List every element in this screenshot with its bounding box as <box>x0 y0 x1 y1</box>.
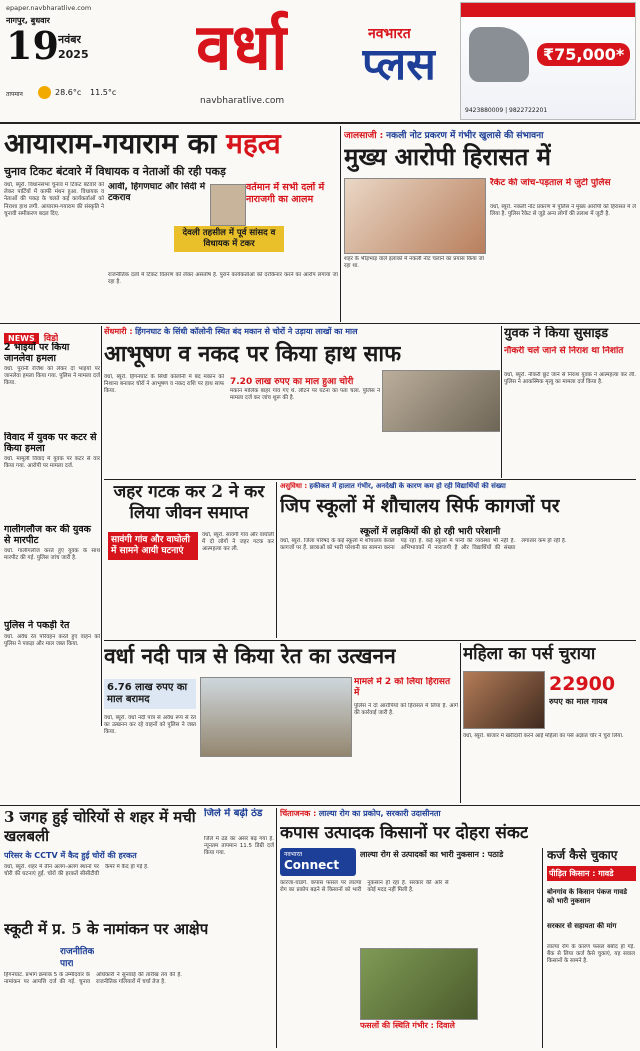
date-number: 19 <box>6 26 59 66</box>
box-right: वर्तमान में सभी दलों में नाराजगी का आलम <box>246 182 325 205</box>
sand-photo <box>200 677 352 757</box>
news-item-3-body: वर्धा. गालीगलौज करते हुए युवक के साथ मारपीट की गई. पुलिस जांच जारी है. <box>4 548 100 562</box>
news-item-2-body: वर्धा. मामूली विवाद में युवक पर कटर से वार किया गया. आरोपी पर मामला दर्ज. <box>4 456 100 470</box>
scooty-story[interactable] <box>4 920 274 1048</box>
right-body: वर्धा, ब्यूरो. नकली नोट प्रकरण में पुलिस ने मुख्य आरोपी को हिरासत में ले लिया है. पुलिस रैकेट से जुड़े अन्य लोगों की तलाश में जुटी है. <box>490 204 636 218</box>
farmers-divider <box>276 808 277 1048</box>
masthead-divider <box>0 122 640 124</box>
purse-amount: 22900 <box>549 673 616 695</box>
right-headline: मुख्य आरोपी हिरासत में <box>344 142 552 171</box>
farmers-photo <box>360 948 478 1020</box>
lead-story[interactable] <box>4 126 338 322</box>
thefts-body: वर्धा, ब्यूरो. शहर में तीन अलग-अलग स्थानों पर चोरी की घटनाएं हुईं. चोरों की हरकतें सीसीटीवी कैमरे में कैद हो गई हैं. <box>4 864 149 878</box>
news-tag-2: विडो <box>43 334 59 344</box>
news-column <box>4 326 100 726</box>
burglary-body: वर्धा, ब्यूरो. हिंगनघाट के सिंधी कॉलोनी में बंद मकान को निशाना बनाकर चोरों ने आभूषण व नकद राशि पर हाथ साफ किया. <box>104 374 224 395</box>
burglary-kicker-text: हिंगनघाट के सिंधी कॉलोनी स्थित बंद मकान से चोरों ने उड़ाया लाखों का माल <box>135 327 358 336</box>
scooty-tag-1: राजनीतिक <box>60 947 95 957</box>
sand-headline: वर्धा नदी पात्र से किया रेत का उत्खनन <box>104 643 396 668</box>
advertisement[interactable] <box>460 2 636 120</box>
schools-sub: स्कूलों में लड़कियों की हो रही भारी परेशानी <box>360 527 501 537</box>
sand-body-2: पुलिस ने दो आरोपियों को हिरासत में लिया है. आगे की कार्रवाई जारी है. <box>354 703 458 717</box>
ad-banner <box>461 3 636 17</box>
box-center: देवली तहसील में पूर्व सांसद व विधायक में टकर <box>174 226 284 252</box>
news-item-4[interactable]: पुलिस ने पकड़ी रेत <box>4 620 70 631</box>
right-photo <box>344 178 486 254</box>
scooty-tag-2: पारा <box>60 959 74 969</box>
lead-headline <box>4 126 338 162</box>
cold-body: जिले में ठंड का असर बढ़ गया है. न्यूनतम तापमान 11.5 डिग्री दर्ज किया गया. <box>204 836 274 857</box>
city-day: नागपुर, बुधवार <box>6 16 50 25</box>
temp-min: 11.5°c <box>90 88 117 97</box>
farmers-kicker-text: लाल्या रोग का प्रकोप, सरकारी उदासीनता <box>318 809 441 818</box>
loan-bullet-2: सरकार से सहायता की मांग <box>547 922 617 930</box>
loan-sub: पीड़ित किसान : गावडे <box>547 866 636 881</box>
farmers-story[interactable] <box>280 808 636 1048</box>
poison-body: वर्धा, ब्यूरो. सावंगी गांव और वाघोली में दो लोगों ने जहर गटक कर आत्महत्या कर ली. <box>202 532 274 553</box>
year: 2025 <box>58 48 89 61</box>
thefts-story[interactable] <box>4 808 274 920</box>
sand-box: 6.76 लाख रुपए का माल बरामद <box>104 679 196 709</box>
loan-bullet-1: बोनगांव के किसान पंकज गावडे को भारी नुकसान <box>547 888 628 905</box>
suicide-sub: नौकरी चले जाने से निराश था निशांत <box>504 346 624 356</box>
lead-photo <box>210 184 246 226</box>
brand-sub: प्लस <box>362 40 436 90</box>
month: नवंबर <box>58 33 82 46</box>
schools-headline: जिप स्कूलों में शौचालय सिर्फ कागजों पर <box>280 495 560 517</box>
lead-headline-black: आयाराम-गयाराम का <box>4 127 217 160</box>
right-body-2: शहर के भीड़भाड़ वाले इलाकों में नकली नोट चलाने का प्रयास किया जा रहा था. <box>344 256 484 270</box>
connect-logo-top: नवभारत <box>284 851 303 858</box>
cold-box: जिले में बढ़ी ठंड <box>204 808 263 819</box>
scooter-icon <box>469 27 529 82</box>
farmers-headline: कपास उत्पादक किसानों पर दोहरा संकट <box>280 823 529 843</box>
lower-divider <box>0 805 640 806</box>
ad-phone: 9423880009 | 9822722201 <box>465 107 548 114</box>
farmers-kicker-label: चिंताजनक : <box>280 809 317 818</box>
purse-photo <box>463 671 545 729</box>
news-item-1-body: वर्धा. पुरानी रंजिश को लेकर दो भाइयों पर जानलेवा हमला किया गया. पुलिस ने मामला दर्ज किया. <box>4 366 100 387</box>
burglary-photo <box>382 370 500 432</box>
loan-box[interactable] <box>542 848 636 1048</box>
poison-divider <box>276 482 277 638</box>
burglary-kicker <box>104 326 500 337</box>
farmers-kicker <box>280 808 636 819</box>
right-sub: रैकेट की जांच-पड़ताल में जुटी पुलिस <box>490 178 611 188</box>
ad-price: ₹75,000* <box>537 43 630 66</box>
scooty-headline: स्कूटी में प्र. 5 के नामांकन पर आक्षेप <box>4 920 209 938</box>
suicide-story[interactable] <box>504 326 636 478</box>
right-kicker <box>344 128 636 141</box>
right-lead[interactable] <box>344 126 636 322</box>
temp-max: 28.6°c <box>55 88 82 97</box>
masthead <box>0 0 640 122</box>
suicide-body: वर्धा, ब्यूरो. नौकरी छूट जाने से निराश युवक ने आत्महत्या कर ली. पुलिस ने आकस्मिक मृत्यु का मामला दर्ज किया है. <box>504 372 636 386</box>
burglary-body-2: मकान मालिक बाहर गांव गए थे. लौटने पर घटना का पता चला. पुलिस ने मामला दर्ज कर जांच शुरू की है. <box>230 388 380 402</box>
farmers-sub: लाल्या रोग से उत्पादकों का भारी नुकसान : पठाडे <box>360 850 504 859</box>
poison-headline: जहर गटक कर 2 ने कर लिया जीवन समाप्त <box>113 482 265 523</box>
purse-headline: महिला का पर्स चुराया <box>463 644 596 664</box>
thefts-headline: 3 जगह हुई चोरियों से शहर में मची खलबली <box>4 808 196 845</box>
sand-body: वर्धा, ब्यूरो. वर्धा नदी पात्र से अवैध रूप से रेत का उत्खनन कर रहे वाहनों को पुलिस ने जब्त किया. <box>104 715 196 736</box>
brand-sub-top: नवभारत <box>368 26 411 42</box>
burglary-kicker-label: सेंधमारी : <box>104 327 133 336</box>
purse-amount-label: रुपए का माल गायब <box>549 697 608 706</box>
mid-divider-2 <box>104 640 636 641</box>
purse-body: वर्धा, ब्यूरो. बाजार में खरीदारी करने आई महिला का पर्स अज्ञात चोर ने चुरा लिया. <box>463 733 624 739</box>
lead-bottom-divider <box>0 323 640 324</box>
poison-box: सावंगी गांव और वाघोली में सामने आयी घटनाएं <box>108 532 198 560</box>
sun-icon <box>38 86 51 99</box>
farmers-body: कारंजा-घाडगे. कपास फसल पर लाल्या रोग का प्रकोप बढ़ने से किसानों को भारी नुकसान हो रहा है. सरकार की ओर से कोई मदद नहीं मिली है. <box>280 880 449 894</box>
connect-logo <box>280 848 356 876</box>
connect-logo-text: Connect <box>284 858 340 872</box>
loan-headline: कर्ज कैसे चुकाए <box>547 848 618 862</box>
news-item-3[interactable]: गालीगलौज कर की युवक से मारपीट <box>4 524 91 546</box>
news-tag: NEWS <box>4 333 39 344</box>
poison-story[interactable] <box>104 482 274 638</box>
schools-story[interactable] <box>280 482 636 638</box>
thefts-sub: परिसर के CCTV में कैद हुई चोरों की हरकत <box>4 851 137 860</box>
scooty-body: हिंगनघाट. प्रभाग क्रमांक 5 के उम्मीदवार के नामांकन पर आपत्ति दर्ज की गई. चुनाव अधिकारी ने सुनवाई की तारीख तय की है. राजनीतिक गलियारों में चर्चा तेज है. <box>4 972 182 986</box>
news-item-2[interactable]: विवाद में युवक पर कटर से किया हमला <box>4 432 97 454</box>
lead-subhead: चुनाव टिकट बंटवारे में विधायक व नेताओं की रही पकड़ <box>4 165 226 178</box>
burglary-headline: आभूषण व नकद पर किया हाथ साफ <box>104 341 402 367</box>
box-left: आर्वी, हिंगणघाट और सिंदी में टकराव <box>108 182 206 203</box>
sand-story[interactable] <box>104 643 458 803</box>
right-kicker-label: जालसाजी : <box>344 131 384 141</box>
purse-story[interactable] <box>463 643 636 803</box>
burglary-divider <box>501 326 502 478</box>
lead-headline-red: महत्व <box>226 127 281 160</box>
burglary-story[interactable] <box>104 326 500 478</box>
col-divider-top <box>340 126 341 322</box>
brand-main: वर्धा <box>196 10 288 85</box>
farmers-box: फसलों की स्थिति गंभीर : दिवाले <box>360 1021 455 1030</box>
news-item-4-body: वर्धा. अवैध रेत परिवहन करते हुए वाहन को पुलिस ने पकड़ा और माल जब्त किया. <box>4 634 100 648</box>
burglary-box: 7.20 लाख रुपए का माल हुआ चोरी <box>230 377 354 387</box>
epaper-url[interactable]: epaper.navbharatlive.com <box>6 4 92 12</box>
mid-divider-1 <box>104 479 636 480</box>
schools-kicker <box>280 482 636 491</box>
schools-kicker-text: हकीकत में हालात गंभीर, अनदेखी के कारण कम हो रही विद्यार्थियों की संख्या <box>309 482 506 490</box>
loan-body: लाल्या रोग के कारण फसल बर्बाद हो गई. बैंक से लिया कर्ज कैसे चुकाएं, यह सवाल किसानों के सामने है. <box>547 944 635 965</box>
lead-body-col2: राजनीतिक दलों में टिकट वितरण को लेकर असंतोष है. पुराने कार्यकर्ताओं को दरकिनार करने का आरोप लगाया जा रहा है. <box>108 272 338 286</box>
right-kicker-text: नकली नोट प्रकरण में गंभीर खुलासे की संभावना <box>386 131 544 141</box>
news-divider <box>101 326 102 726</box>
news-item-1[interactable]: 2 भाइयों पर किया जानलेवा हमला <box>4 342 70 364</box>
lead-body-col1: वर्धा, ब्यूरो. विधानसभा चुनाव में टिकट बंटवारे को लेकर पार्टियों में काफी मंथन हुआ. विधायक व नेताओं की पकड़ के चलते कई कार्यकर्ताओं को निराशा हाथ लगी. आयाराम-गयाराम की संस्कृति ने चुनावी समीकरण बदल दिए. <box>4 182 104 217</box>
schools-kicker-label: असुविधा : <box>280 482 308 490</box>
sand-sub: मामले में 2 को लिया हिरासत में <box>354 677 451 698</box>
sand-divider <box>460 643 461 803</box>
suicide-headline: युवक ने किया सुसाइड <box>504 326 609 341</box>
schools-body: वर्धा, ब्यूरो. जिला परिषद के कई स्कूलों में शौचालय केवल कागजों पर हैं. छात्राओं को भारी परेशानी का सामना करना पड़ रहा है. कई स्कूलों में पानी की व्यवस्था भी नहीं है. अभिभावकों में नाराजगी है और विद्यार्थियों की संख्या लगातार कम हो रही है. <box>280 538 567 552</box>
website[interactable]: navbharatlive.com <box>200 96 285 106</box>
weather-label: तापमान <box>6 91 23 98</box>
